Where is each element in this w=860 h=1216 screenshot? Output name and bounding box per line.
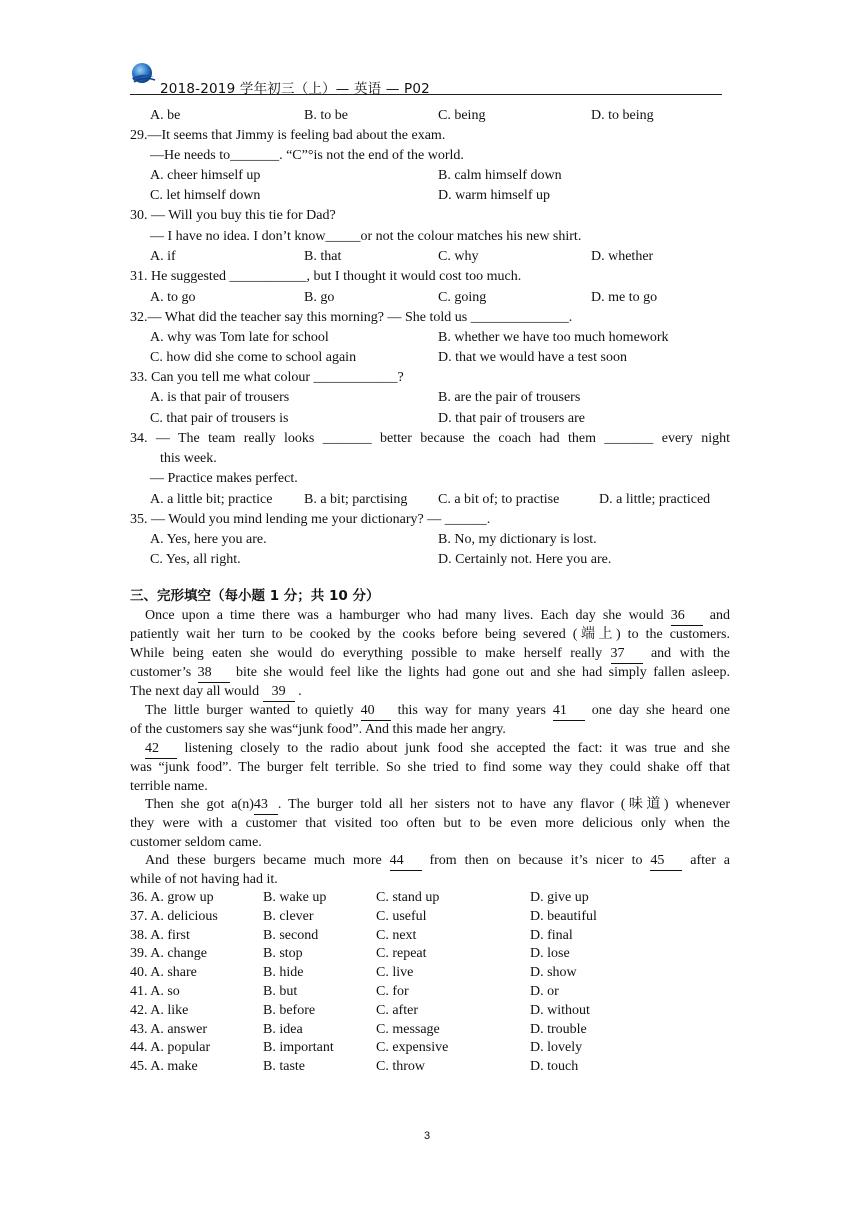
passage-line: customer seldom came. — [130, 835, 262, 850]
blank-40: 40 — [361, 702, 391, 721]
cloze-option: D. lose — [530, 946, 570, 962]
option: B. go — [304, 290, 335, 305]
cloze-option: D. without — [530, 1002, 590, 1018]
blank-45: 45 — [650, 852, 682, 871]
option: D. me to go — [591, 290, 658, 305]
passage-line: The little burger wanted to quietly 40 this way for many years 41 one day she heard one — [145, 702, 730, 721]
passage-line: terrible name. — [130, 779, 208, 794]
question-reply: —He needs to_______. “C”°is not the end of the world. — [150, 148, 464, 163]
option: B. to be — [304, 108, 348, 123]
cloze-option: C. after — [376, 1002, 418, 1018]
option: D. warm himself up — [438, 188, 550, 203]
option: D. that pair of trousers are — [438, 411, 585, 426]
question-stem: 31. He suggested ___________, but I thought it would cost too much. — [130, 269, 522, 284]
cloze-option: B. idea — [263, 1021, 303, 1037]
question-stem: 34. — The team really looks _______ better because the coach had them _______ every night — [130, 431, 730, 446]
option: A. Yes, here you are. — [150, 532, 267, 547]
cloze-option: B. taste — [263, 1059, 305, 1075]
cloze-option-row-start: 45. A. make — [130, 1059, 198, 1075]
globe-logo-icon — [130, 62, 156, 88]
blank-43: 43 — [254, 796, 278, 815]
cloze-option: C. useful — [376, 908, 427, 924]
question-reply: — I have no idea. I don’t know_____or not the colour matches his new shirt. — [150, 229, 582, 244]
passage-line: 42 listening closely to the radio about junk food she accepted the fact: it was true and she — [145, 740, 730, 759]
cloze-option: D. beautiful — [530, 908, 597, 924]
cloze-option: D. give up — [530, 890, 589, 905]
question-stem: 32.— What did the teacher say this morning? — She told us ______________. — [130, 310, 573, 325]
option: B. calm himself down — [438, 168, 562, 183]
option: A. a little bit; practice — [150, 492, 273, 507]
blank-44: 44 — [390, 852, 422, 871]
cloze-option: C. live — [376, 965, 414, 981]
blank-39: 39 — [263, 683, 295, 702]
option: C. why — [438, 249, 479, 264]
cloze-option: B. important — [263, 1040, 334, 1056]
cloze-option-row-start: 41. A. so — [130, 984, 180, 999]
question-stem-continued: this week. — [160, 451, 217, 466]
cloze-option-row-start: 43. A. answer — [130, 1021, 207, 1037]
cloze-option: D. touch — [530, 1059, 579, 1075]
cloze-option: D. final — [530, 927, 573, 943]
option: A. is that pair of trousers — [150, 390, 290, 405]
cloze-option: D. or — [530, 984, 559, 999]
question-stem: 30. — Will you buy this tie for Dad? — [130, 208, 336, 223]
option: D. whether — [591, 249, 654, 264]
cloze-option: B. before — [263, 1002, 316, 1018]
cloze-option-row-start: 40. A. share — [130, 965, 197, 981]
option: D. a little; practiced — [599, 492, 711, 507]
cloze-option-row-start: 44. A. popular — [130, 1040, 211, 1056]
blank-42: 42 — [145, 740, 177, 759]
option: C. being — [438, 108, 486, 123]
option: B. whether we have too much homework — [438, 330, 669, 345]
passage-line: they were with a customer that visited too often but to be even more delicious only when the — [130, 816, 730, 831]
passage-line: Once upon a time there was a hamburger who had many lives. Each day she would 36 and — [145, 607, 730, 626]
option: B. are the pair of trousers — [438, 390, 581, 405]
passage-line: customer’s 38 bite she would feel like the lights had gone out and she had simply fallen asleep. — [130, 664, 730, 683]
cloze-option: B. clever — [263, 908, 314, 924]
page-header — [130, 68, 722, 95]
cloze-option-row-start: 38. A. first — [130, 927, 190, 943]
cloze-option: D. trouble — [530, 1021, 587, 1037]
blank-37: 37 — [611, 645, 643, 664]
question-stem: 29.—It seems that Jimmy is feeling bad about the exam. — [130, 128, 446, 143]
option: C. that pair of trousers is — [150, 411, 289, 426]
cloze-option: D. show — [530, 965, 577, 981]
blank-41: 41 — [553, 702, 585, 721]
cloze-option: C. throw — [376, 1059, 425, 1075]
option: A. why was Tom late for school — [150, 330, 329, 345]
passage-line: Then she got a(n)43 . The burger told all her sisters not to have any flavor (味道) whenever — [145, 796, 730, 815]
option: C. Yes, all right. — [150, 552, 241, 567]
option: C. let himself down — [150, 188, 261, 203]
option: D. Certainly not. Here you are. — [438, 552, 612, 567]
passage-line: was “junk food”. The burger felt terrible. So she tried to find some way they could shake off that — [130, 760, 730, 775]
blank-38: 38 — [198, 664, 230, 683]
option: A. if — [150, 249, 176, 264]
blank-36: 36 — [671, 607, 703, 626]
cloze-option: B. hide — [263, 965, 304, 981]
question-stem: 33. Can you tell me what colour ____________? — [130, 370, 404, 385]
cloze-option: D. lovely — [530, 1040, 583, 1056]
option: C. a bit of; to practise — [438, 492, 560, 507]
passage-line: while of not having had it. — [130, 872, 278, 887]
passage-line: And these burgers became much more 44 from then on because it’s nicer to 45 after a — [145, 852, 730, 871]
option: C. going — [438, 290, 487, 305]
question-reply: — Practice makes perfect. — [150, 471, 298, 486]
section-title: 三、完形填空（每小题 1 分；共 10 分） — [130, 588, 380, 604]
cloze-option: C. next — [376, 927, 417, 943]
page-number: 3 — [424, 1130, 431, 1142]
cloze-option: C. repeat — [376, 946, 427, 962]
cloze-option: C. expensive — [376, 1040, 449, 1056]
option: D. to being — [591, 108, 654, 123]
cloze-option-row-start: 42. A. like — [130, 1002, 189, 1018]
cloze-option: B. but — [263, 984, 298, 999]
option: B. No, my dictionary is lost. — [438, 532, 597, 547]
cloze-option: C. stand up — [376, 890, 440, 905]
cloze-option: B. stop — [263, 946, 303, 962]
cloze-option: C. for — [376, 984, 409, 999]
option: A. to go — [150, 290, 196, 305]
passage-line: of the customers say she was“junk food”. And this made her angry. — [130, 722, 506, 737]
passage-line: The next day all would 39 . — [130, 683, 302, 702]
option: B. a bit; parctising — [304, 492, 408, 507]
cloze-option: B. second — [263, 927, 319, 943]
question-stem: 35. — Would you mind lending me your dictionary? — ______. — [130, 512, 491, 527]
option: A. be — [150, 108, 181, 123]
option: B. that — [304, 249, 342, 264]
cloze-option: B. wake up — [263, 890, 327, 905]
option: D. that we would have a test soon — [438, 350, 627, 365]
cloze-option: C. message — [376, 1021, 440, 1037]
cloze-option-row-start: 39. A. change — [130, 946, 207, 962]
cloze-option-row-start: 36. A. grow up — [130, 890, 214, 905]
option: A. cheer himself up — [150, 168, 261, 183]
cloze-option-row-start: 37. A. delicious — [130, 908, 218, 924]
header-title: 2018-2019 学年初三（上）— 英语 — P02 — [160, 81, 430, 97]
passage-line: patiently wait her turn to be cooked by the cooks before being severed (端上) to the customers. — [130, 627, 730, 642]
passage-line: While being eaten she would do everything possible to make herself really 37 and with the — [130, 645, 730, 664]
option: C. how did she come to school again — [150, 350, 357, 365]
